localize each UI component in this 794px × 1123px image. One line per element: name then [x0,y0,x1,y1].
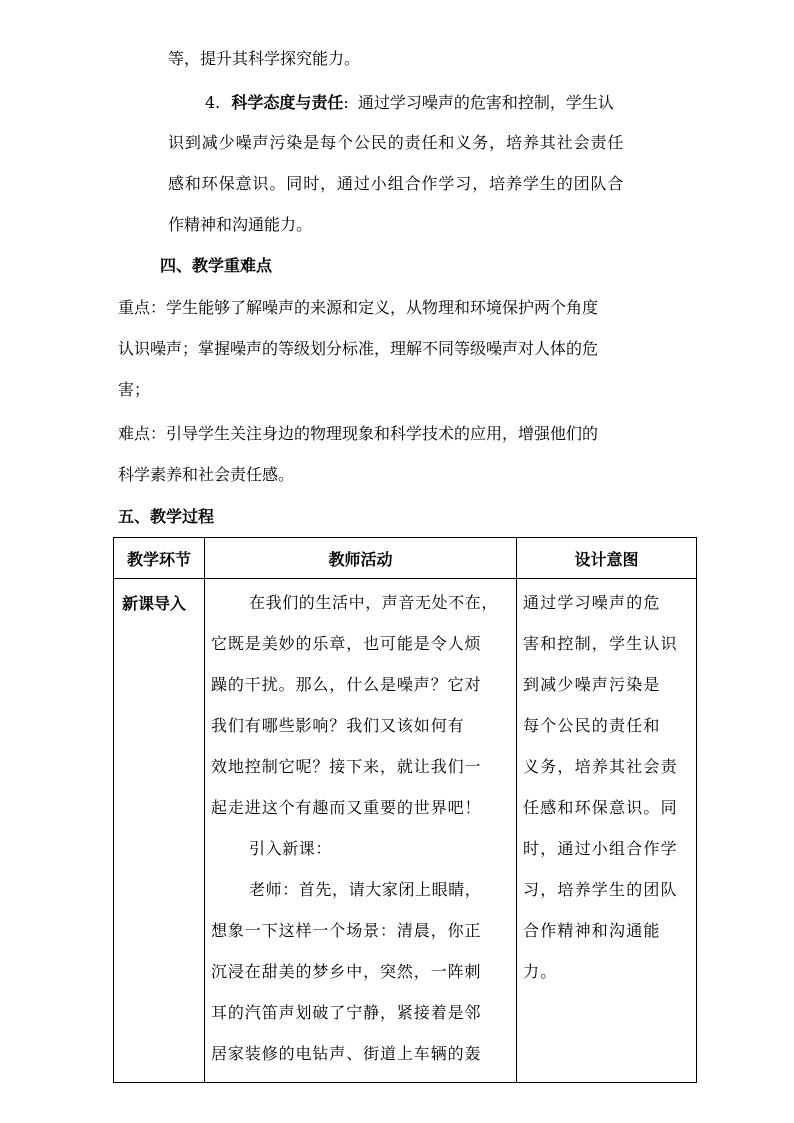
design-intent-text [517,579,696,1082]
teacher-activity-line: 我们有哪些影响？我们又该如何有 [211,716,465,735]
section-5-heading: 五、教学过程 [118,507,215,526]
intro-line: 等，提升其科学探究能力。 [168,49,361,68]
teacher-activity-line: 躁的干扰。那么，什么是噪声？它对 [211,675,482,694]
design-intent-cell [517,579,697,1083]
objective-4-line-4: 作精神和沟通能力。 [168,215,313,234]
header-design-intent: 设计意图 [517,538,697,579]
objective-4-text-2: 识到减少噪声污染是每个公民的责任和义务，培养其社会责任 [168,133,625,152]
teacher-activity-line: 在我们的生活中，声音无处不在， [249,593,499,612]
difficult-point-line-1: 难点：引导学生关注身边的物理现象和科学技术的应用，增强他们的 [118,424,599,443]
teacher-activity-text [205,579,516,1082]
table-header-row [114,538,697,579]
teacher-activity-line: 居家装修的电钻声、街道上车辆的轰 [211,1044,482,1063]
objective-4-text: 通过学习噪声的危害和控制，学生认 [357,93,614,112]
table-row [114,579,697,1083]
teacher-activity-line: 起走进这个有趣而又重要的世界吧！ [211,798,482,817]
design-intent-line: 时，通过小组合作学 [523,839,678,858]
design-intent-line: 合作精神和沟通能 [523,921,661,940]
key-point-line-1: 重点：学生能够了解噪声的来源和定义，从物理和环境保护两个角度 [118,298,599,317]
objective-4-title: 科学态度与责任 [231,93,344,112]
teacher-activity-line: 耳的汽笛声划破了宁静，紧接着是邻 [211,1003,482,1022]
header-stage: 教学环节 [114,538,205,579]
design-intent-line: 通过学习噪声的危 [523,593,661,612]
teacher-activity-cell [205,579,517,1083]
teacher-activity-line: 老师：首先，请大家闭上眼睛， [249,880,482,899]
design-intent-line: 力。 [523,962,558,981]
design-intent-line: 习，培养学生的团队 [523,880,678,899]
objective-4-line-1 [205,93,678,113]
objective-4-line-3: 感和环保意识。同时，通过小组合作学习，培养学生的团队合 [168,174,625,193]
key-point-line-3: 害； [118,380,151,399]
objective-4-colon: : [343,93,349,112]
stage-name: 新课导入 [122,594,187,613]
teacher-activity-line: 效地控制它呢？接下来，就让我们一 [211,757,482,776]
header-teacher-activity: 教师活动 [205,538,517,579]
design-intent-line: 到减少噪声污染是 [523,675,661,694]
teacher-activity-line: 沉浸在甜美的梦乡中，突然，一阵刺 [211,962,482,981]
teaching-process-table [113,537,697,1083]
teacher-activity-line: 想象一下这样一个场景：清晨，你正 [211,921,482,940]
objective-4-number: 4. [205,93,221,112]
objective-4-line-2 [168,133,678,153]
difficult-point-line-2: 科学素养和社会责任感。 [118,465,295,484]
section-4-heading: 四、教学重难点 [160,256,273,275]
design-intent-line: 义务，培养其社会责 [523,757,678,776]
design-intent-line: 任感和环保意识。同 [523,798,678,817]
design-intent-line: 每个公民的责任和 [523,716,661,735]
teacher-activity-line: 引入新课： [249,839,333,858]
design-intent-line: 害和控制，学生认识 [523,634,678,653]
teacher-activity-line: 它既是美妙的乐章，也可能是令人烦 [211,634,482,653]
key-point-line-2: 认识噪声；掌握噪声的等级划分标准，理解不同等级噪声对人体的危 [118,339,599,358]
stage-cell [114,579,205,1083]
